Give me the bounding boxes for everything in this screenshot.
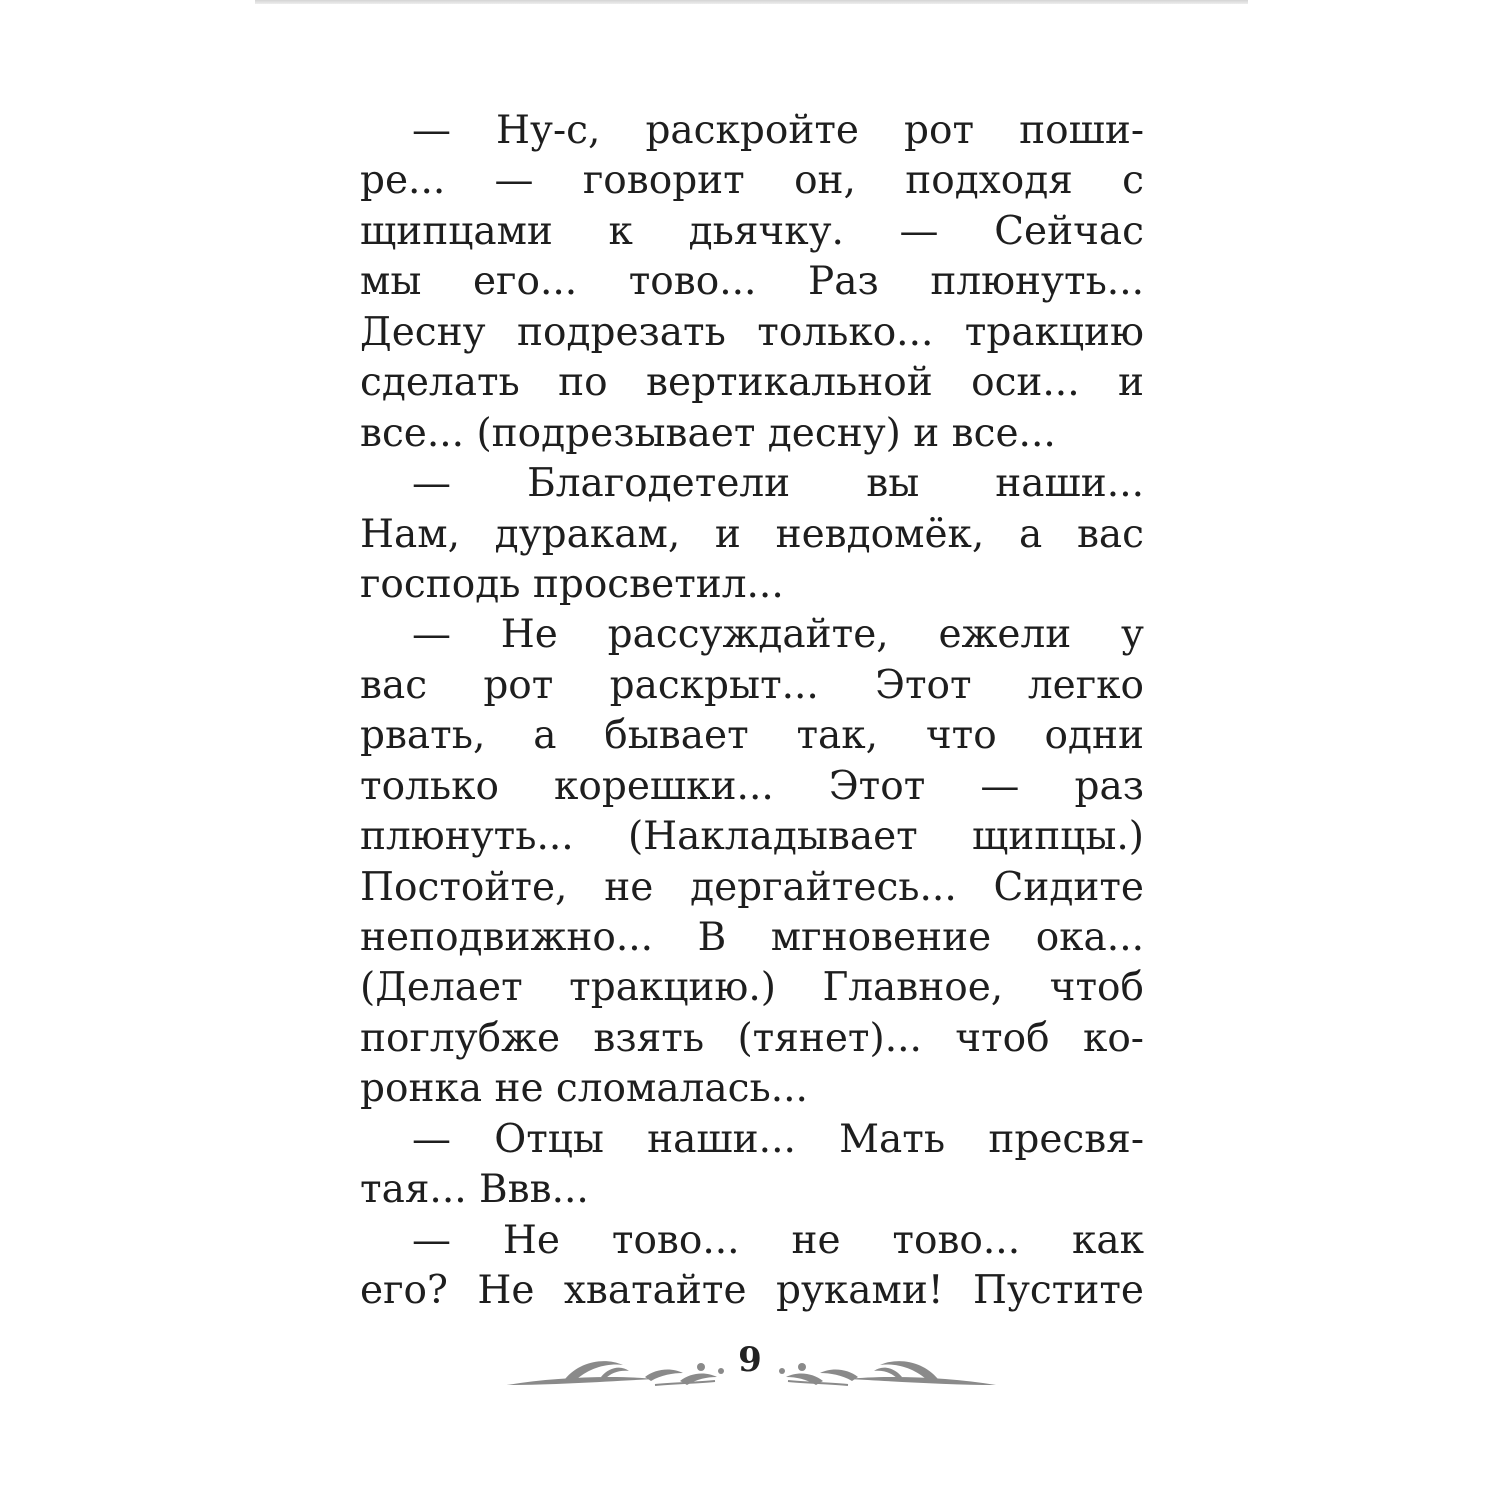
text-line-8: — Благодетели вы наши... (412, 461, 1144, 507)
ornament-right-icon (768, 1355, 998, 1391)
text-line-24: его? Не хватайте руками! Пустите (360, 1268, 1144, 1314)
text-line-5: Десну подрезать только... тракцию (360, 309, 1144, 355)
text-line-17: неподвижно... В мгновение ока... (360, 915, 1144, 960)
text-line-14: только корешки... Этот — раз (360, 763, 1144, 809)
text-line-20: ронка не сломалась... (360, 1066, 808, 1112)
text-line-19: поглубже взять (тянет)... чтоб ко- (360, 1015, 1144, 1061)
text-line-11: — Не рассуждайте, ежели у (412, 612, 1144, 658)
text-line-18: (Делает тракцию.) Главное, чтоб (360, 965, 1144, 1011)
text-line-9: Нам, дуракам, и невдомёк, а вас (360, 511, 1144, 557)
text-line-1: — Ну-с, раскройте рот поши- (412, 108, 1144, 153)
text-line-16: Постойте, не дергайтесь... Сидите (360, 864, 1144, 910)
text-line-3: щипцами к дьячку. — Сейчас (360, 208, 1144, 254)
text-line-10: господь просветил... (360, 561, 784, 607)
text-line-2: ре... — говорит он, подходя с (360, 158, 1144, 204)
text-line-4: мы его... тово... Раз плюнуть... (360, 259, 1144, 305)
page-number: 9 (738, 1340, 762, 1380)
body-text (360, 106, 1144, 1317)
text-line-12: вас рот раскрыт... Этот легко (360, 662, 1144, 708)
text-line-21: — Отцы наши... Мать пресвя- (412, 1116, 1144, 1162)
text-line-15: плюнуть... (Накладывает щипцы.) (360, 814, 1144, 860)
text-line-22: тая... Ввв... (360, 1167, 589, 1213)
text-line-6: сделать по вертикальной оси... и (360, 360, 1144, 406)
text-line-23: — Не тово... не тово... как (412, 1217, 1144, 1263)
text-line-13: рвать, а бывает так, что одни (360, 713, 1144, 759)
text-line-7: все... (подрезывает десну) и все... (360, 410, 1056, 456)
page-footer (500, 1340, 1000, 1400)
top-edge-rule (255, 0, 1248, 4)
